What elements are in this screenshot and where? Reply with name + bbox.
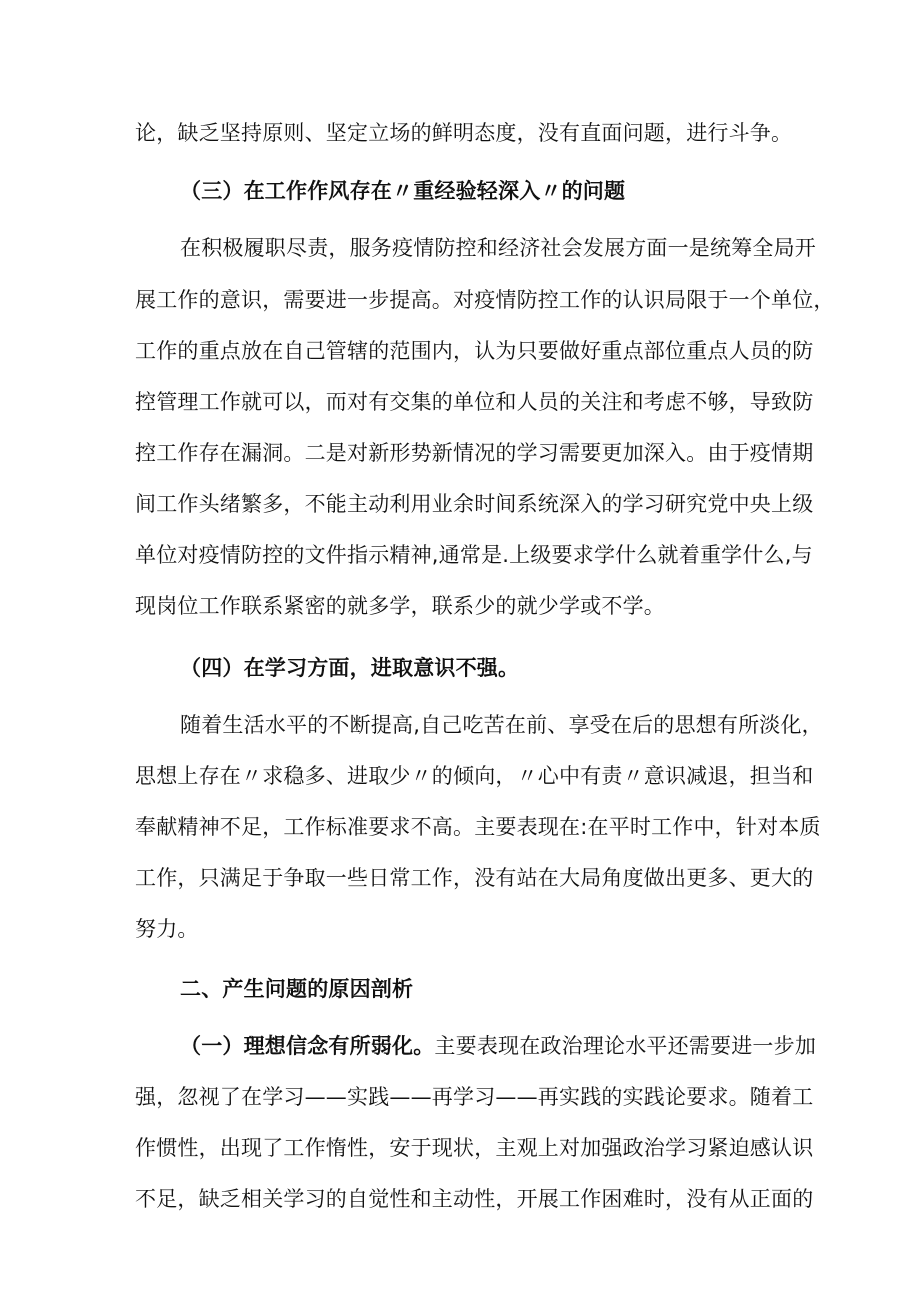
paragraph-line: 随着生活水平的不断提高,自己吃苦在前、享受在后的思想有所淡化， [180, 713, 823, 737]
section-heading-four: （四）在学习方面，进取意识不强。 [180, 656, 520, 680]
section-heading-two: 二、产生问题的原因剖析 [180, 977, 414, 1001]
section-one-title: 理想信念有所弱化。 [243, 1034, 435, 1058]
paragraph-line-with-bold-lead [180, 1031, 840, 1061]
paragraph-line: 间工作头绪繁多，不能主动利用业余时间系统深入的学习研究党中央上级 [135, 492, 814, 516]
paragraph-line: 不足，缺乏相关学习的自觉性和主动性，开展工作困难时，没有从正面的 [135, 1187, 814, 1211]
section-one-prefix: （一） [180, 1034, 244, 1058]
paragraph-line: 论，缺乏坚持原则、坚定立场的鲜明态度，没有直面问题，进行斗争。 [135, 121, 793, 145]
section-heading-three: （三）在工作作风存在〃重经验轻深入〃的问题 [180, 179, 626, 203]
paragraph-line: 现岗位工作联系紧密的就多学，联系少的就少学或不学。 [135, 594, 665, 618]
paragraph-line: 控工作存在漏洞。二是对新形势新情况的学习需要更加深入。由于疫情期 [135, 441, 814, 465]
paragraph-line: 工作的重点放在自己管辖的范围内，认为只要做好重点部位重点人员的防 [135, 339, 814, 363]
section-one-text: 主要表现在政治理论水平还需要进一步加 [434, 1034, 817, 1058]
paragraph-line: 在积极履职尽责，服务疫情防控和经济社会发展方面一是统筹全局开 [180, 236, 816, 260]
paragraph-line: 工作，只满足于争取一些日常工作，没有站在大局角度做出更多、更大的 [135, 866, 814, 890]
paragraph-line: 单位对疫情防控的文件指示精神,通常是.上级要求学什么就着重学什么,与 [135, 543, 813, 567]
paragraph-line: 努力。 [135, 917, 199, 941]
paragraph-line: 强，忽视了在学习——实践——再学习——再实践的实践论要求。随着工 [135, 1085, 814, 1109]
paragraph-line: 控管理工作就可以，而对有交集的单位和人员的关注和考虑不够，导致防 [135, 390, 814, 414]
paragraph-line: 思想上存在〃求稳多、进取少〃的倾向，〃心中有责〃意识减退，担当和 [135, 764, 814, 788]
paragraph-line: 奉献精神不足，工作标准要求不高。主要表现在:在平时工作中，针对本质 [135, 815, 821, 839]
paragraph-line: 作惯性，出现了工作惰性，安于现状，主观上对加强政治学习紧迫感认识 [135, 1136, 814, 1160]
paragraph-line: 展工作的意识，需要进一步提高。对疫情防控工作的认识局限于一个单位， [135, 288, 835, 312]
